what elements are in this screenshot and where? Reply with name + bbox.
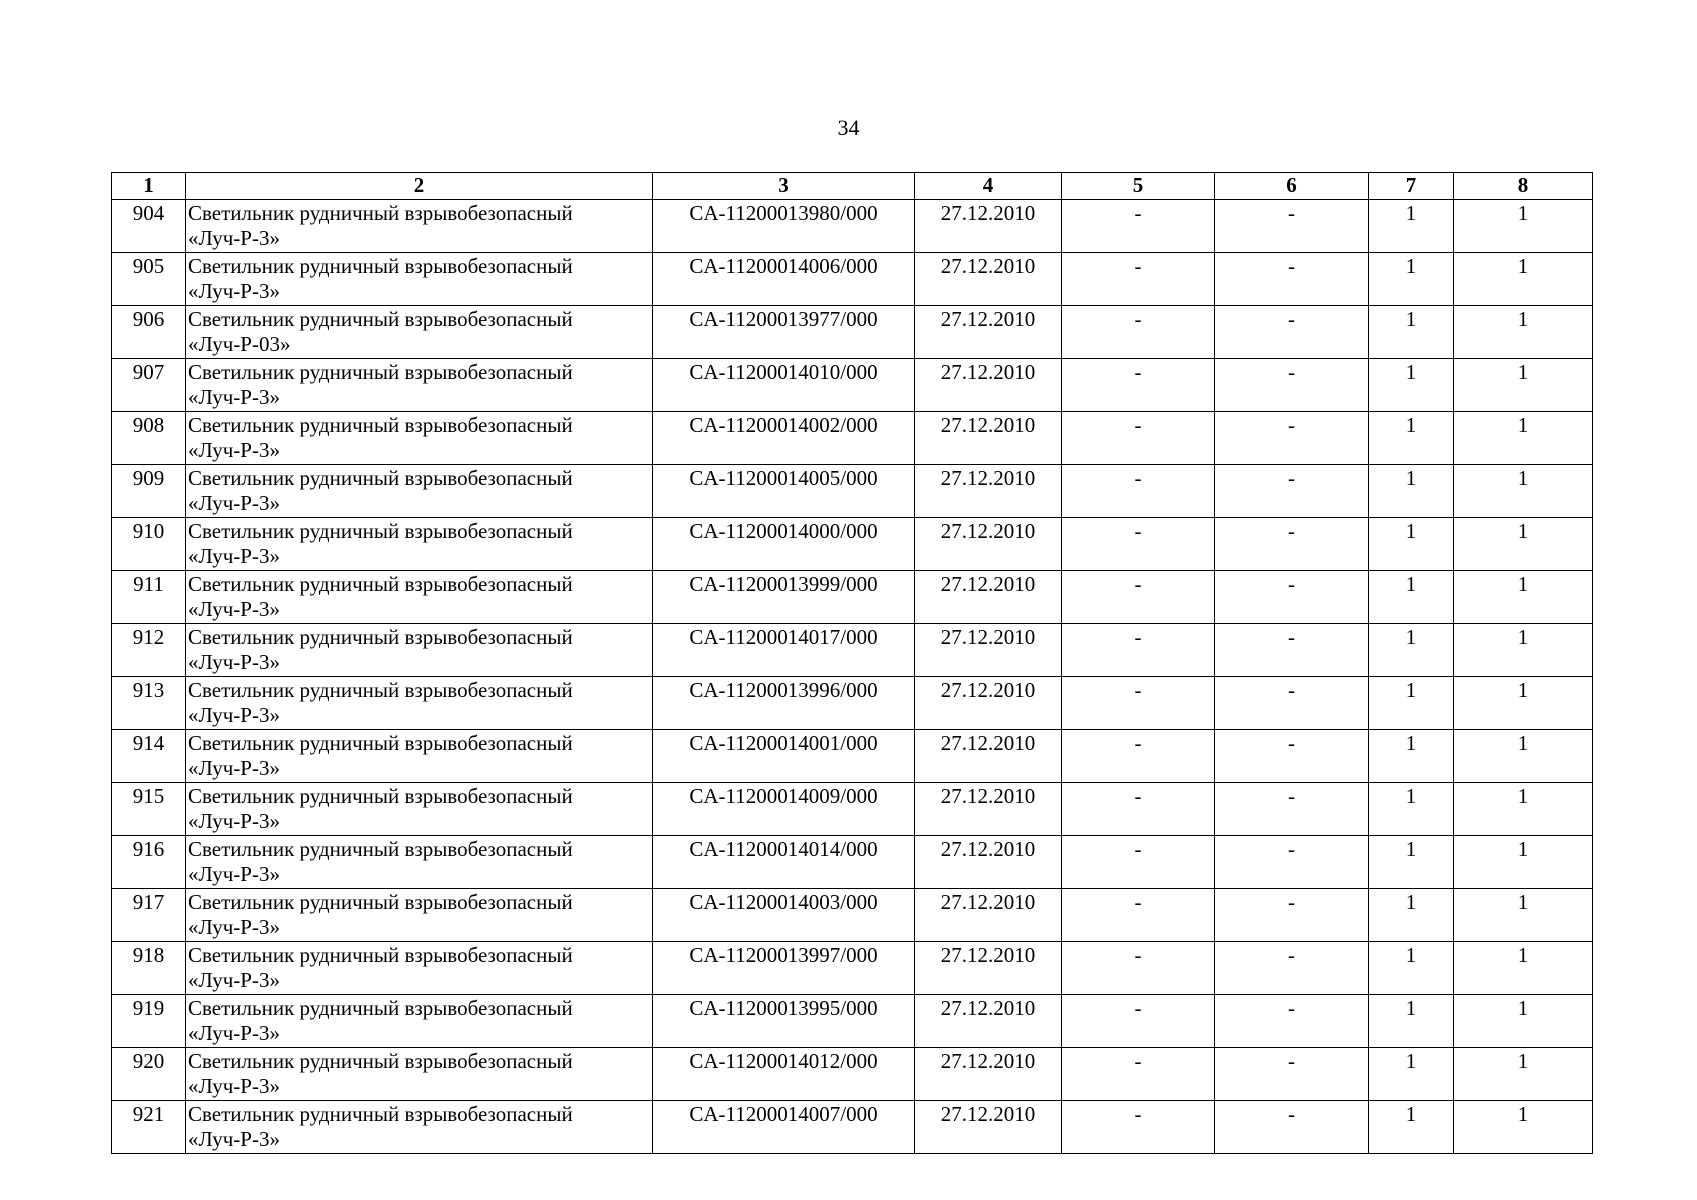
table-row — [112, 571, 1593, 624]
item-model-line: «Луч-Р-3» — [188, 756, 280, 780]
column-header-6: 6 — [1215, 173, 1369, 200]
column-6-cell: - — [1215, 783, 1369, 836]
item-name-line: Светильник рудничный взрывобезопасный — [188, 837, 573, 861]
item-name-cell — [186, 1101, 653, 1154]
row-number-cell: 918 — [112, 942, 186, 995]
item-model-line: «Луч-Р-3» — [188, 279, 280, 303]
table-row — [112, 677, 1593, 730]
column-5-cell: - — [1062, 995, 1215, 1048]
column-6-cell: - — [1215, 306, 1369, 359]
item-name-cell — [186, 1048, 653, 1101]
certificate-number-cell: CA-11200014009/000 — [653, 783, 915, 836]
item-name-cell — [186, 677, 653, 730]
column-5-cell: - — [1062, 200, 1215, 253]
column-7-cell: 1 — [1369, 465, 1454, 518]
column-header-8: 8 — [1454, 173, 1593, 200]
column-7-cell: 1 — [1369, 1101, 1454, 1154]
row-number-cell: 914 — [112, 730, 186, 783]
column-7-cell: 1 — [1369, 730, 1454, 783]
item-name-line: Светильник рудничный взрывобезопасный — [188, 360, 573, 384]
column-5-cell: - — [1062, 465, 1215, 518]
item-name-line: Светильник рудничный взрывобезопасный — [188, 784, 573, 808]
item-model-line: «Луч-Р-3» — [188, 597, 280, 621]
table-row — [112, 783, 1593, 836]
certificate-number-cell: CA-11200013996/000 — [653, 677, 915, 730]
table-body — [112, 200, 1593, 1154]
column-5-cell: - — [1062, 306, 1215, 359]
date-cell: 27.12.2010 — [915, 359, 1062, 412]
item-name-line: Светильник рудничный взрывобезопасный — [188, 890, 573, 914]
date-cell: 27.12.2010 — [915, 465, 1062, 518]
certificate-number-cell: CA-11200014000/000 — [653, 518, 915, 571]
column-8-cell: 1 — [1454, 889, 1593, 942]
column-7-cell: 1 — [1369, 677, 1454, 730]
column-8-cell: 1 — [1454, 359, 1593, 412]
certificate-number-cell: CA-11200013997/000 — [653, 942, 915, 995]
item-name-cell — [186, 783, 653, 836]
table-row — [112, 995, 1593, 1048]
column-6-cell: - — [1215, 412, 1369, 465]
row-number-cell: 911 — [112, 571, 186, 624]
column-8-cell: 1 — [1454, 995, 1593, 1048]
item-name-cell — [186, 465, 653, 518]
column-5-cell: - — [1062, 1101, 1215, 1154]
table-header — [112, 173, 1593, 200]
item-model-line: «Луч-Р-3» — [188, 809, 280, 833]
column-7-cell: 1 — [1369, 995, 1454, 1048]
column-5-cell: - — [1062, 677, 1215, 730]
table-row — [112, 624, 1593, 677]
column-header-2: 2 — [186, 173, 653, 200]
table-row — [112, 306, 1593, 359]
column-8-cell: 1 — [1454, 1101, 1593, 1154]
column-7-cell: 1 — [1369, 359, 1454, 412]
date-cell: 27.12.2010 — [915, 889, 1062, 942]
item-name-cell — [186, 889, 653, 942]
item-name-cell — [186, 836, 653, 889]
item-name-cell — [186, 253, 653, 306]
column-5-cell: - — [1062, 1048, 1215, 1101]
item-model-line: «Луч-Р-3» — [188, 1127, 280, 1151]
date-cell: 27.12.2010 — [915, 200, 1062, 253]
certificate-number-cell: CA-11200014007/000 — [653, 1101, 915, 1154]
row-number-cell: 910 — [112, 518, 186, 571]
column-8-cell: 1 — [1454, 200, 1593, 253]
item-name-line: Светильник рудничный взрывобезопасный — [188, 466, 573, 490]
column-7-cell: 1 — [1369, 624, 1454, 677]
column-8-cell: 1 — [1454, 1048, 1593, 1101]
column-header-4: 4 — [915, 173, 1062, 200]
item-name-cell — [186, 200, 653, 253]
column-6-cell: - — [1215, 942, 1369, 995]
header-row — [112, 173, 1593, 200]
column-7-cell: 1 — [1369, 836, 1454, 889]
column-7-cell: 1 — [1369, 783, 1454, 836]
column-header-1: 1 — [112, 173, 186, 200]
column-8-cell: 1 — [1454, 518, 1593, 571]
date-cell: 27.12.2010 — [915, 412, 1062, 465]
table-row — [112, 359, 1593, 412]
row-number-cell: 920 — [112, 1048, 186, 1101]
date-cell: 27.12.2010 — [915, 624, 1062, 677]
item-name-line: Светильник рудничный взрывобезопасный — [188, 731, 573, 755]
item-name-cell — [186, 942, 653, 995]
item-name-cell — [186, 571, 653, 624]
item-name-cell — [186, 306, 653, 359]
item-model-line: «Луч-Р-3» — [188, 438, 280, 462]
column-6-cell: - — [1215, 836, 1369, 889]
table-row — [112, 889, 1593, 942]
certificate-number-cell: CA-11200014002/000 — [653, 412, 915, 465]
table-row — [112, 836, 1593, 889]
column-7-cell: 1 — [1369, 412, 1454, 465]
column-8-cell: 1 — [1454, 253, 1593, 306]
column-8-cell: 1 — [1454, 465, 1593, 518]
date-cell: 27.12.2010 — [915, 1048, 1062, 1101]
date-cell: 27.12.2010 — [915, 677, 1062, 730]
date-cell: 27.12.2010 — [915, 518, 1062, 571]
date-cell: 27.12.2010 — [915, 995, 1062, 1048]
column-5-cell: - — [1062, 412, 1215, 465]
item-model-line: «Луч-Р-3» — [188, 1074, 280, 1098]
item-model-line: «Луч-Р-3» — [188, 650, 280, 674]
column-5-cell: - — [1062, 836, 1215, 889]
row-number-cell: 919 — [112, 995, 186, 1048]
row-number-cell: 912 — [112, 624, 186, 677]
column-header-5: 5 — [1062, 173, 1215, 200]
date-cell: 27.12.2010 — [915, 942, 1062, 995]
row-number-cell: 916 — [112, 836, 186, 889]
column-7-cell: 1 — [1369, 253, 1454, 306]
column-5-cell: - — [1062, 730, 1215, 783]
item-name-line: Светильник рудничный взрывобезопасный — [188, 625, 573, 649]
column-8-cell: 1 — [1454, 730, 1593, 783]
table-row — [112, 730, 1593, 783]
item-name-line: Светильник рудничный взрывобезопасный — [188, 572, 573, 596]
column-8-cell: 1 — [1454, 624, 1593, 677]
column-8-cell: 1 — [1454, 942, 1593, 995]
column-8-cell: 1 — [1454, 783, 1593, 836]
item-model-line: «Луч-Р-03» — [188, 332, 291, 356]
column-8-cell: 1 — [1454, 571, 1593, 624]
date-cell: 27.12.2010 — [915, 571, 1062, 624]
column-6-cell: - — [1215, 730, 1369, 783]
column-6-cell: - — [1215, 253, 1369, 306]
certificate-number-cell: CA-11200014001/000 — [653, 730, 915, 783]
page-number: 34 — [837, 115, 860, 140]
date-cell: 27.12.2010 — [915, 730, 1062, 783]
row-number-cell: 906 — [112, 306, 186, 359]
column-8-cell: 1 — [1454, 836, 1593, 889]
column-6-cell: - — [1215, 995, 1369, 1048]
column-6-cell: - — [1215, 465, 1369, 518]
item-name-line: Светильник рудничный взрывобезопасный — [188, 678, 573, 702]
certificate-number-cell: CA-11200013995/000 — [653, 995, 915, 1048]
item-name-line: Светильник рудничный взрывобезопасный — [188, 307, 573, 331]
row-number-cell: 921 — [112, 1101, 186, 1154]
column-5-cell: - — [1062, 942, 1215, 995]
column-6-cell: - — [1215, 677, 1369, 730]
item-name-line: Светильник рудничный взрывобезопасный — [188, 996, 573, 1020]
table-row — [112, 942, 1593, 995]
item-name-cell — [186, 518, 653, 571]
item-name-line: Светильник рудничный взрывобезопасный — [188, 943, 573, 967]
item-model-line: «Луч-Р-3» — [188, 703, 280, 727]
row-number-cell: 907 — [112, 359, 186, 412]
column-6-cell: - — [1215, 571, 1369, 624]
item-model-line: «Луч-Р-3» — [188, 226, 280, 250]
column-6-cell: - — [1215, 200, 1369, 253]
column-5-cell: - — [1062, 359, 1215, 412]
certificate-number-cell: CA-11200013980/000 — [653, 200, 915, 253]
item-model-line: «Луч-Р-3» — [188, 544, 280, 568]
item-model-line: «Луч-Р-3» — [188, 968, 280, 992]
column-header-7: 7 — [1369, 173, 1454, 200]
certificate-number-cell: CA-11200014010/000 — [653, 359, 915, 412]
row-number-cell: 904 — [112, 200, 186, 253]
table-row — [112, 200, 1593, 253]
item-name-cell — [186, 359, 653, 412]
column-7-cell: 1 — [1369, 200, 1454, 253]
column-7-cell: 1 — [1369, 1048, 1454, 1101]
item-name-cell — [186, 995, 653, 1048]
item-model-line: «Луч-Р-3» — [188, 1021, 280, 1045]
column-6-cell: - — [1215, 359, 1369, 412]
column-5-cell: - — [1062, 624, 1215, 677]
column-7-cell: 1 — [1369, 518, 1454, 571]
column-6-cell: - — [1215, 624, 1369, 677]
column-6-cell: - — [1215, 889, 1369, 942]
column-5-cell: - — [1062, 889, 1215, 942]
column-5-cell: - — [1062, 518, 1215, 571]
date-cell: 27.12.2010 — [915, 1101, 1062, 1154]
certificate-number-cell: CA-11200014005/000 — [653, 465, 915, 518]
item-name-line: Светильник рудничный взрывобезопасный — [188, 413, 573, 437]
row-number-cell: 917 — [112, 889, 186, 942]
table-row — [112, 253, 1593, 306]
item-name-line: Светильник рудничный взрывобезопасный — [188, 254, 573, 278]
item-name-cell — [186, 412, 653, 465]
column-6-cell: - — [1215, 1048, 1369, 1101]
item-model-line: «Луч-Р-3» — [188, 915, 280, 939]
certificate-number-cell: CA-11200014017/000 — [653, 624, 915, 677]
registry-table — [111, 172, 1593, 1154]
row-number-cell: 909 — [112, 465, 186, 518]
column-6-cell: - — [1215, 1101, 1369, 1154]
item-name-cell — [186, 624, 653, 677]
certificate-number-cell: CA-11200014012/000 — [653, 1048, 915, 1101]
column-8-cell: 1 — [1454, 306, 1593, 359]
certificate-number-cell: CA-11200014006/000 — [653, 253, 915, 306]
item-name-line: Светильник рудничный взрывобезопасный — [188, 519, 573, 543]
column-6-cell: - — [1215, 518, 1369, 571]
column-5-cell: - — [1062, 571, 1215, 624]
table-row — [112, 465, 1593, 518]
date-cell: 27.12.2010 — [915, 306, 1062, 359]
item-name-line: Светильник рудничный взрывобезопасный — [188, 1102, 573, 1126]
column-5-cell: - — [1062, 783, 1215, 836]
column-8-cell: 1 — [1454, 677, 1593, 730]
row-number-cell: 913 — [112, 677, 186, 730]
table-row — [112, 1048, 1593, 1101]
column-7-cell: 1 — [1369, 942, 1454, 995]
certificate-number-cell: CA-11200013999/000 — [653, 571, 915, 624]
column-7-cell: 1 — [1369, 306, 1454, 359]
row-number-cell: 915 — [112, 783, 186, 836]
item-model-line: «Луч-Р-3» — [188, 385, 280, 409]
row-number-cell: 905 — [112, 253, 186, 306]
item-model-line: «Луч-Р-3» — [188, 862, 280, 886]
certificate-number-cell: CA-11200013977/000 — [653, 306, 915, 359]
column-8-cell: 1 — [1454, 412, 1593, 465]
date-cell: 27.12.2010 — [915, 783, 1062, 836]
row-number-cell: 908 — [112, 412, 186, 465]
item-model-line: «Луч-Р-3» — [188, 491, 280, 515]
date-cell: 27.12.2010 — [915, 253, 1062, 306]
column-7-cell: 1 — [1369, 889, 1454, 942]
column-header-3: 3 — [653, 173, 915, 200]
column-7-cell: 1 — [1369, 571, 1454, 624]
item-name-line: Светильник рудничный взрывобезопасный — [188, 1049, 573, 1073]
table-row — [112, 412, 1593, 465]
table-row — [112, 1101, 1593, 1154]
table-row — [112, 518, 1593, 571]
certificate-number-cell: CA-11200014003/000 — [653, 889, 915, 942]
certificate-number-cell: CA-11200014014/000 — [653, 836, 915, 889]
item-name-line: Светильник рудничный взрывобезопасный — [188, 201, 573, 225]
column-5-cell: - — [1062, 253, 1215, 306]
item-name-cell — [186, 730, 653, 783]
date-cell: 27.12.2010 — [915, 836, 1062, 889]
